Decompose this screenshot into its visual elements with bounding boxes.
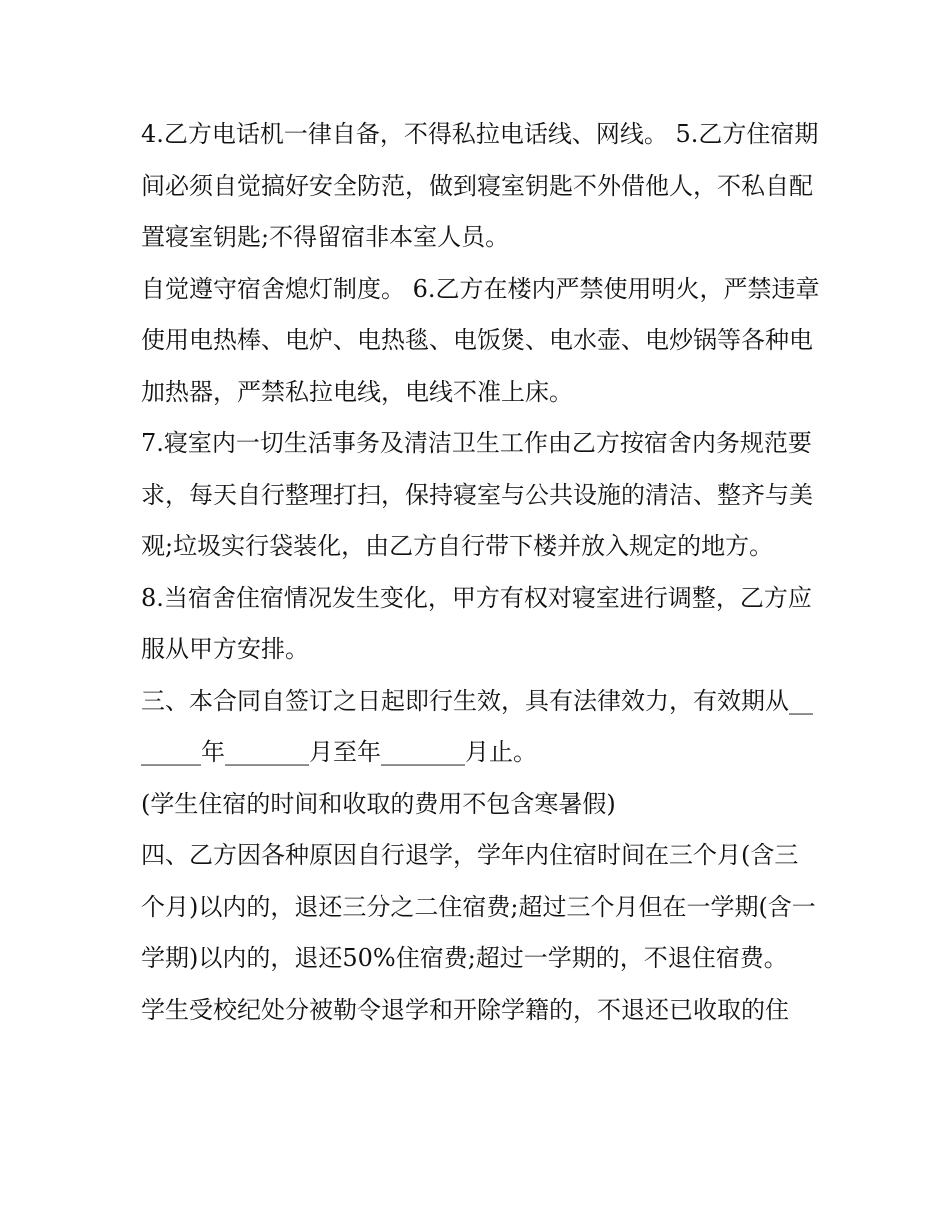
paragraph-expulsion: 学生受校纪处分被勒令退学和开除学籍的，不退还已收取的住: [141, 995, 789, 1024]
paragraph-clause-8: 8.当宿舍住宿情况发生变化，甲方有权对寝室进行调整，乙方应服从甲方安排。: [141, 583, 812, 663]
paragraph-clause-7: 7.寝室内一切生活事务及清洁卫生工作由乙方按宿舍内务规范要求，每天自行整理打扫，保持寝室与公共设施的清洁、整齐与美观;垃圾实行袋装化，由乙方自行带下楼并放入规定的地方。: [141, 429, 813, 560]
paragraph-clause-6: 自觉遵守宿舍熄灯制度。 6.乙方在楼内严禁使用明火，严禁违章使用电热棒、电炉、电热毯、电饭煲、电水壶、电炒锅等各种电加热器，严禁私拉电线，电线不准上床。: [141, 274, 820, 406]
paragraph-section-3: 三、本合同自签订之日起即行生效，具有法律效力，有效期从_______年_______月至年_______月止。: [141, 686, 813, 766]
document-body: [141, 109, 821, 1036]
paragraph-clause-4-5: 4.乙方电话机一律自备，不得私拉电话线、网线。 5.乙方住宿期间必须自觉搞好安全防范，做到寝室钥匙不外借他人，不私自配置寝室钥匙;不得留宿非本室人员。: [141, 120, 819, 251]
paragraph-note: (学生住宿的时间和收取的费用不包含寒暑假): [141, 789, 616, 818]
paragraph-section-4: 四、乙方因各种原因自行退学，学年内住宿时间在三个月(含三个月)以内的，退还三分之二住宿费;超过三个月但在一学期(含一学期)以内的，退还50%住宿费;超过一学期的，不退住宿费。: [141, 841, 816, 972]
